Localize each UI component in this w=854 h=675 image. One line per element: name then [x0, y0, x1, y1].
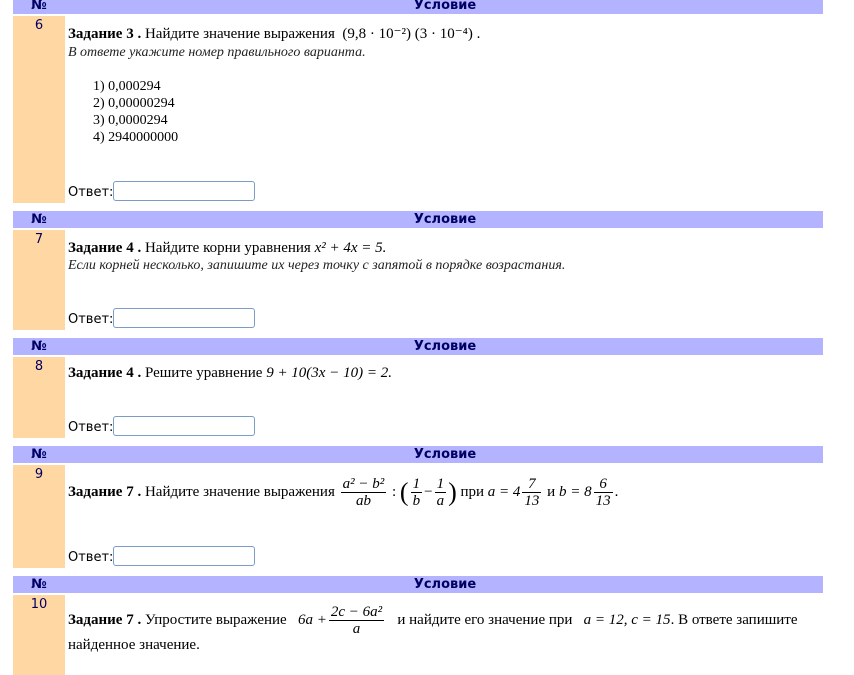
- math-expression: 6a +: [297, 612, 327, 628]
- header-number: №: [31, 0, 47, 13]
- option-item: 2) 0,00000294: [93, 96, 175, 111]
- answer-input[interactable]: [113, 181, 255, 201]
- fraction: [594, 476, 613, 509]
- colon-operator: :: [392, 484, 397, 500]
- table-header: [13, 0, 823, 14]
- row-number-cell: 8: [13, 357, 65, 438]
- fraction: [522, 476, 541, 509]
- header-condition: Условие: [413, 577, 477, 592]
- fraction: [435, 476, 447, 509]
- task-statement: [68, 602, 821, 638]
- option-item: 3) 0,0000294: [93, 113, 168, 128]
- table-header: [13, 576, 823, 593]
- task-text: при: [460, 484, 485, 500]
- row-number-cell: 10: [13, 595, 65, 675]
- task-text: Найдите значение выражения: [144, 26, 335, 42]
- row-number-cell: 7: [13, 230, 65, 330]
- task-label: Задание 3 .: [68, 26, 142, 42]
- answer-label: Ответ:: [68, 550, 114, 565]
- task-statement: [68, 474, 821, 511]
- fraction-denominator: 13: [524, 493, 540, 510]
- fraction-numerator: 1: [436, 476, 445, 493]
- header-condition: Условие: [413, 212, 477, 227]
- task-text: и найдите его значение при: [397, 612, 573, 628]
- answer-label: Ответ:: [68, 185, 114, 200]
- task-note: Если корней несколько, запишите их через точку с запятой в порядке возрастания.: [68, 258, 566, 273]
- math-expression: a = 12, c = 15: [583, 612, 671, 628]
- option-item: 1) 0,000294: [93, 79, 161, 94]
- task-text: Решите уравнение: [144, 365, 263, 381]
- table-header: [13, 211, 823, 228]
- fraction-numerator: 1: [412, 476, 421, 493]
- header-condition: Условие: [413, 447, 477, 462]
- fraction: [329, 604, 384, 637]
- task-text: Найдите корни уравнения: [144, 240, 311, 256]
- fraction: [341, 476, 387, 509]
- header-number: №: [31, 212, 47, 227]
- right-paren: ): [448, 477, 457, 507]
- table-header: [13, 446, 823, 463]
- task-label: Задание 7 .: [68, 484, 142, 500]
- task-text: . В ответе запишите: [670, 612, 798, 628]
- header-number: №: [31, 447, 47, 462]
- task-label: Задание 4 .: [68, 365, 142, 381]
- task-text: и: [547, 484, 556, 500]
- task-statement: [68, 364, 821, 382]
- task-text: Упростите выражение: [144, 612, 287, 628]
- answer-label: Ответ:: [68, 312, 114, 327]
- header-number: №: [31, 577, 47, 592]
- fraction-denominator: b: [412, 493, 421, 510]
- header-number: №: [31, 339, 47, 354]
- answer-input[interactable]: [113, 546, 255, 566]
- task-statement: [68, 25, 821, 43]
- row-number-cell: 9: [13, 465, 65, 568]
- task-statement: [68, 239, 821, 257]
- options-list: [93, 78, 178, 146]
- fraction-denominator: a: [436, 493, 445, 510]
- row-number-cell: 6: [13, 16, 65, 203]
- fraction-numerator: 6: [594, 476, 613, 493]
- fraction-denominator: ab: [355, 493, 371, 510]
- fraction-numerator: 7: [522, 476, 541, 493]
- task-label: Задание 7 .: [68, 612, 142, 628]
- math-expression: x² + 4x = 5.: [314, 240, 387, 256]
- task-note: В ответе укажите номер правильного варианта.: [68, 45, 366, 60]
- task-statement-continued: найденное значение.: [68, 637, 200, 653]
- answer-label: Ответ:: [68, 420, 114, 435]
- header-condition: Условие: [413, 339, 477, 354]
- fraction-denominator: a: [352, 621, 361, 638]
- header-condition: Условие: [413, 0, 477, 13]
- minus-operator: −: [424, 484, 433, 500]
- option-item: 4) 2940000000: [93, 130, 179, 145]
- table-header: [13, 338, 823, 355]
- task-label: Задание 4 .: [68, 240, 142, 256]
- math-expression: b = 8: [558, 484, 592, 500]
- task-text: Найдите значение выражения: [144, 484, 335, 500]
- fraction-numerator: a² − b²: [342, 476, 385, 493]
- fraction: [411, 476, 423, 509]
- fraction-denominator: 13: [595, 493, 611, 510]
- period: .: [614, 484, 619, 500]
- fraction-numerator: 2c − 6a²: [330, 604, 383, 621]
- math-expression: a = 4: [487, 484, 521, 500]
- left-paren: (: [399, 477, 409, 507]
- answer-input[interactable]: [113, 416, 255, 436]
- math-expression: 9 + 10(3x − 10) = 2.: [266, 365, 392, 381]
- answer-input[interactable]: [113, 308, 255, 328]
- math-expression: (9,8 · 10⁻²) (3 · 10⁻⁴) .: [342, 26, 481, 42]
